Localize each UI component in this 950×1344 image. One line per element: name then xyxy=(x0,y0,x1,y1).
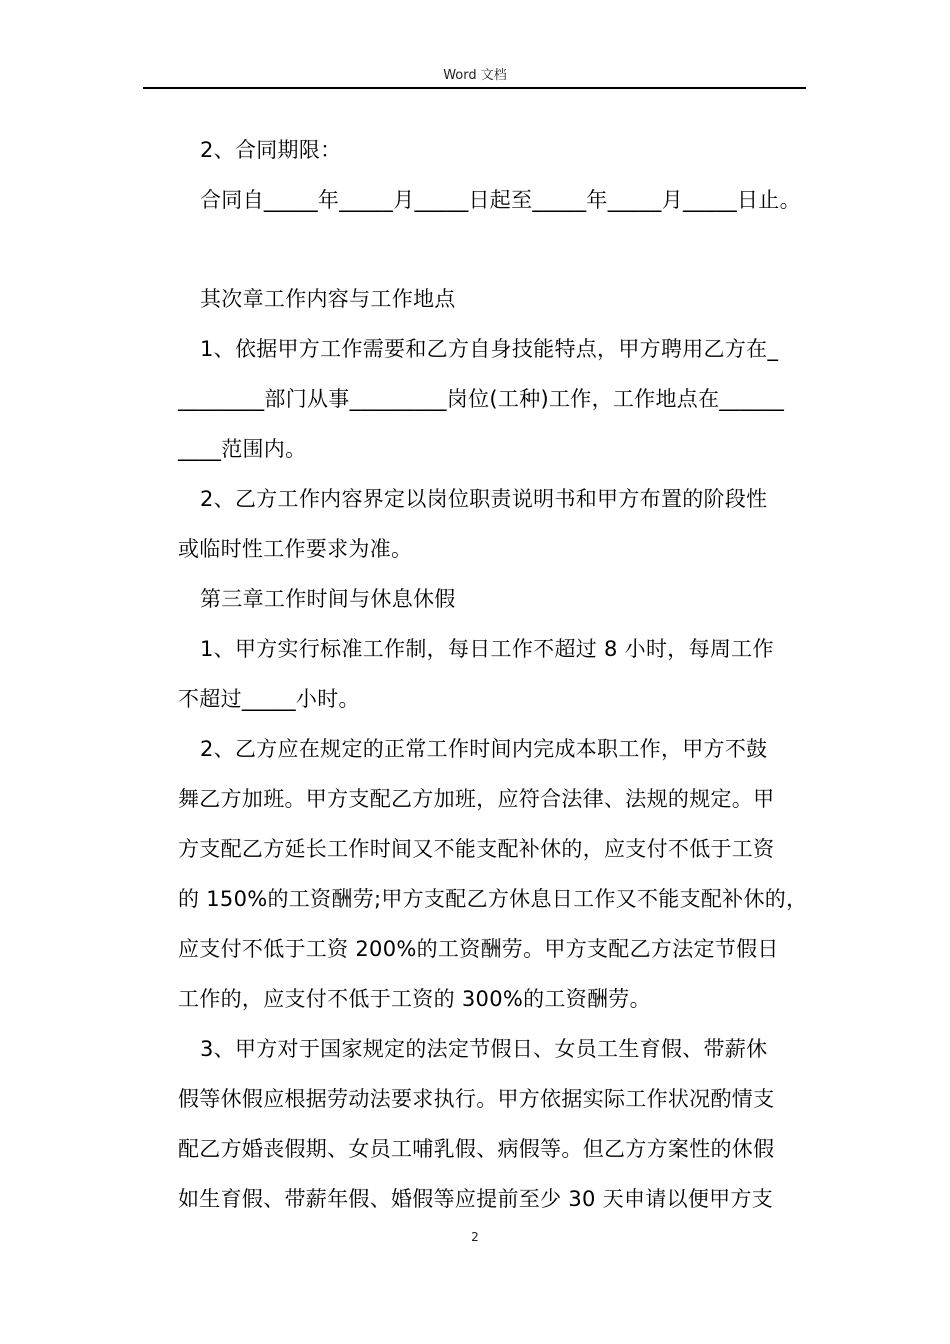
paragraph-line: 不超过_____小时。 xyxy=(178,687,360,711)
paragraph-line: 2、乙方工作内容界定以岗位职责说明书和甲方布置的阶段性 xyxy=(200,487,768,511)
paragraph-line: 应支付不低于工资 200%的工资酬劳。甲方支配乙方法定节假日 xyxy=(178,937,779,961)
paragraph-line: 配乙方婚丧假期、女员工哺乳假、病假等。但乙方方案性的休假 xyxy=(178,1137,775,1161)
clause-heading: 2、合同期限： xyxy=(200,138,342,162)
paragraph-line: 的 150%的工资酬劳;甲方支配乙方休息日工作又不能支配补休的， xyxy=(178,887,808,911)
paragraph-line: 方支配乙方延长工作时间又不能支配补休的，应支付不低于工资 xyxy=(178,837,775,861)
paragraph-line: ____范围内。 xyxy=(178,437,307,461)
paragraph-line: 或临时性工作要求为准。 xyxy=(178,537,413,561)
chapter-heading: 其次章工作内容与工作地点 xyxy=(200,287,456,311)
paragraph-line: 2、乙方应在规定的正常工作时间内完成本职工作，甲方不鼓 xyxy=(200,737,768,761)
paragraph-line: 1、依据甲方工作需要和乙方自身技能特点，甲方聘用乙方在_ xyxy=(200,337,779,361)
paragraph-line: 工作的，应支付不低于工资的 300%的工资酬劳。 xyxy=(178,987,651,1011)
paragraph-line: 如生育假、带薪年假、婚假等应提前至少 30 天申请以便甲方支 xyxy=(178,1187,774,1211)
paragraph-line: 1、甲方实行标准工作制，每日工作不超过 8 小时，每周工作 xyxy=(200,637,774,661)
header-divider xyxy=(143,87,806,89)
paragraph-line: 合同自_____年_____月_____日起至_____年_____月_____日止。 xyxy=(200,188,801,212)
page-number: 2 xyxy=(471,1230,479,1244)
paragraph-line: ________部门从事_________岗位(工种)工作，工作地点在______ xyxy=(178,387,785,411)
paragraph-line: 假等休假应根据劳动法要求执行。甲方依据实际工作状况酌情支 xyxy=(178,1087,775,1111)
chapter-heading: 第三章工作时间与休息休假 xyxy=(200,587,456,611)
paragraph-line: 3、甲方对于国家规定的法定节假日、女员工生育假、带薪休 xyxy=(200,1037,768,1061)
paragraph-line: 舞乙方加班。甲方支配乙方加班，应符合法律、法规的规定。甲 xyxy=(178,787,775,811)
page-header-title: Word 文档 xyxy=(443,68,507,83)
